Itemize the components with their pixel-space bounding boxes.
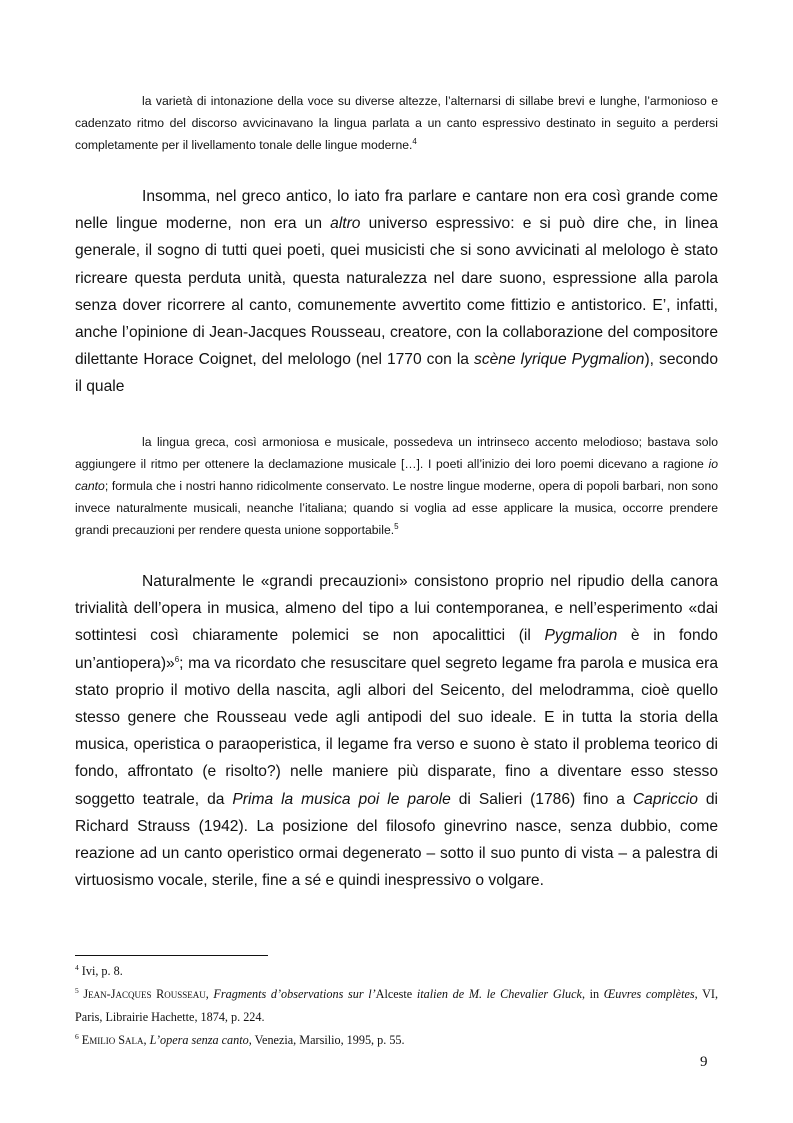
footnote-separator bbox=[75, 955, 268, 956]
block-quote-2: la lingua greca, così armoniosa e musicale, possedeva un intrinseco accento melodioso; bastava solo aggiungere il ritmo per ottenere la declamazione musicale […]. I poeti all’inizio dei loro poemi dicevano a ragione io canto; formula che i nostri hanno ridicolmente conservato. Le nostre lingue moderne, opera di popoli barbari, non sono invece naturalmente musicali, neanche l’italiana; quando si voglia ad esse applicare la musica, occorre prendere grandi precauzioni per rendere questa unione sopportabile.$^5$ bbox=[75, 435, 718, 537]
paragraph-1: Insomma, nel greco antico, lo iato fra parlare e cantare non era così grande come nelle lingue moderne, non era un altro universo espressivo: e si può dire che, in linea generale, il sogno di tutti quei poeti, quei musicisti che si sono avvicinati al melologo è stato ricreare questa perduta unità, questa naturalezza nel dare suono, espressione alla parola senza dover ricorrere al canto, comunemente avvertito come fittizio e antistorico. E’, infatti, anche l’opinione di Jean-Jacques Rousseau, creatore, con la collaborazione del compositore dilettante Horace Coignet, del melologo (nel 1770 con la scène lyrique Pygmalion), secondo il quale bbox=[75, 188, 718, 396]
paragraph-2: Naturalmente le «grandi precauzioni» consistono proprio nel ripudio della canora trivialità dell’opera in musica, almeno del tipo a lui contemporanea, e nell’esperimento «dai sottintesi così chiaramente polemici se non apocalittici (il Pygmalion è in fondo un’antiopera)»$^6$; ma va ricordato che resuscitare quel segreto legame fra parola e musica era stato proprio il motivo della nascita, agli albori del Seicento, del melodramma, cioè quello stesso genere che Rousseau vede agli antipodi del suo ideale. E in tutta la storia della musica, operistica o paraoperistica, il legame fra verso e suono è stato il problema teorico di fondo, affrontato (e risolto?) nelle maniere più disparate, fino a diventare esso stesso soggetto teatrale, da Prima la musica poi le parole di Salieri (1786) fino a Capriccio di Richard Strauss (1942). La posizione del filosofo ginevrino nasce, senza dubbio, come reazione ad un canto operistico ormai degenerato – sotto il suo punto di vista – a palestra di virtuosismo vocale, sterile, fine a sé e quindi inespressivo o volgare. bbox=[75, 573, 718, 890]
footnote-5: $^5$ Jean-Jacques Rousseau, Fragments d’observations sur l’Alceste italien de M. le Chevalier Gluck, in Œuvres complètes, VI, Paris, Librairie Hachette, 1874, p. 224. bbox=[75, 985, 719, 1024]
footnote-ref-4[interactable]: 4 bbox=[412, 136, 417, 146]
footnote-6: $^6$ Emilio Sala, L’opera senza canto, Venezia, Marsilio, 1995, p. 55. bbox=[75, 1031, 405, 1047]
block-quote-1 bbox=[75, 90, 718, 156]
footnote-ref-6[interactable]: 6 bbox=[174, 654, 180, 664]
footnote-4: $^4$ Ivi, p. 8. bbox=[75, 962, 123, 978]
footnote-ref-5[interactable]: 5 bbox=[394, 521, 399, 531]
quote-1-text: la varietà di intonazione della voce su diverse altezze, l’alternarsi di sillabe brevi e lunghe, l’armonioso e cadenzato ritmo del discorso avvicinavano la lingua parlata a un canto espressivo destinato in seguito a perdersi completamente per il livellamento tonale delle lingue moderne. bbox=[75, 94, 718, 152]
page-number: 9 bbox=[700, 1054, 708, 1070]
